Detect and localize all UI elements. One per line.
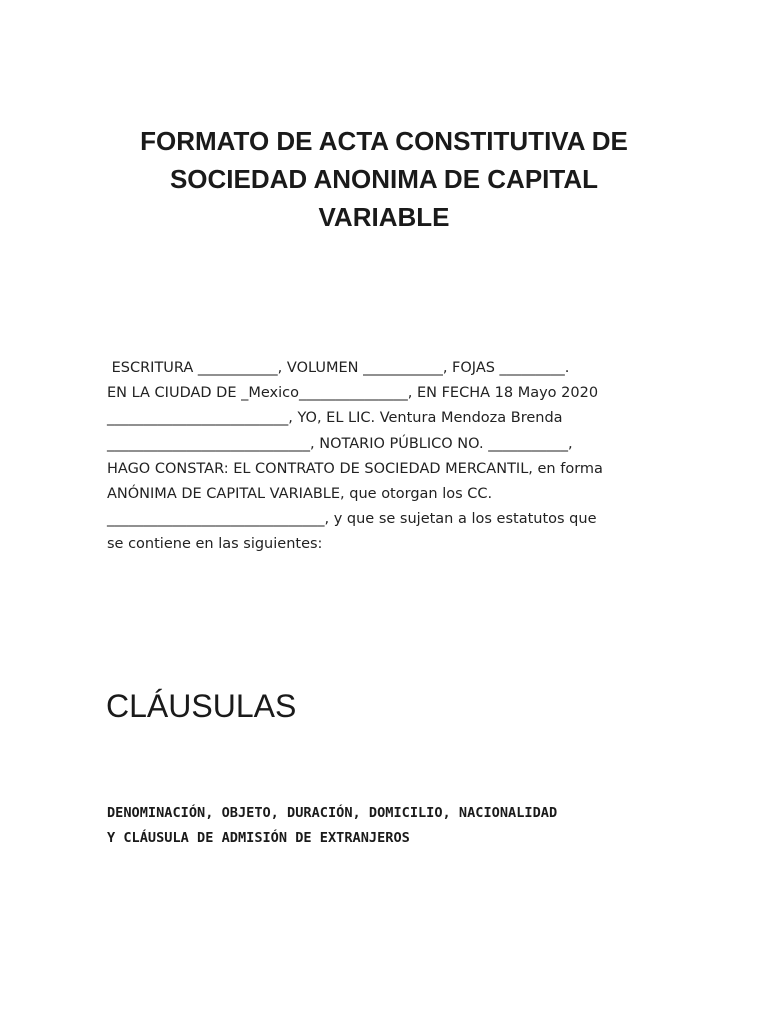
title-line: FORMATO DE ACTA CONSTITUTIVA DE — [140, 126, 628, 156]
paragraph-line: ______________________________, y que se sujetan a los estatutos que — [107, 511, 597, 528]
paragraph-line: ESCRITURA ___________, VOLUMEN ___________, FOJAS _________. — [107, 360, 570, 376]
title-line: VARIABLE — [318, 202, 450, 232]
paragraph-line: ____________________________, NOTARIO PÚBLICO NO. ___________, — [107, 435, 573, 452]
subheading-line: Y CLÁUSULA DE ADMISIÓN DE EXTRANJEROS — [107, 830, 410, 846]
section-subheading — [107, 801, 687, 851]
section-heading: CLÁUSULAS — [106, 688, 297, 724]
paragraph-line: ANÓNIMA DE CAPITAL VARIABLE, que otorgan los CC. — [107, 486, 493, 503]
paragraph-line: EN LA CIUDAD DE _Mexico_______________, EN FECHA 18 Mayo 2020 — [107, 385, 599, 402]
title-line: SOCIEDAD ANONIMA DE CAPITAL — [169, 164, 599, 194]
subheading-line: DENOMINACIÓN, OBJETO, DURACIÓN, DOMICILIO, NACIONALIDAD — [107, 805, 558, 821]
document-title — [100, 122, 668, 236]
intro-paragraph — [107, 356, 667, 558]
paragraph-line: _________________________, YO, EL LIC. Ventura Mendoza Brenda — [107, 410, 563, 427]
paragraph-line: HAGO CONSTAR: EL CONTRATO DE SOCIEDAD MERCANTIL, en forma — [107, 460, 603, 477]
paragraph-line: se contiene en las siguientes: — [107, 536, 323, 553]
